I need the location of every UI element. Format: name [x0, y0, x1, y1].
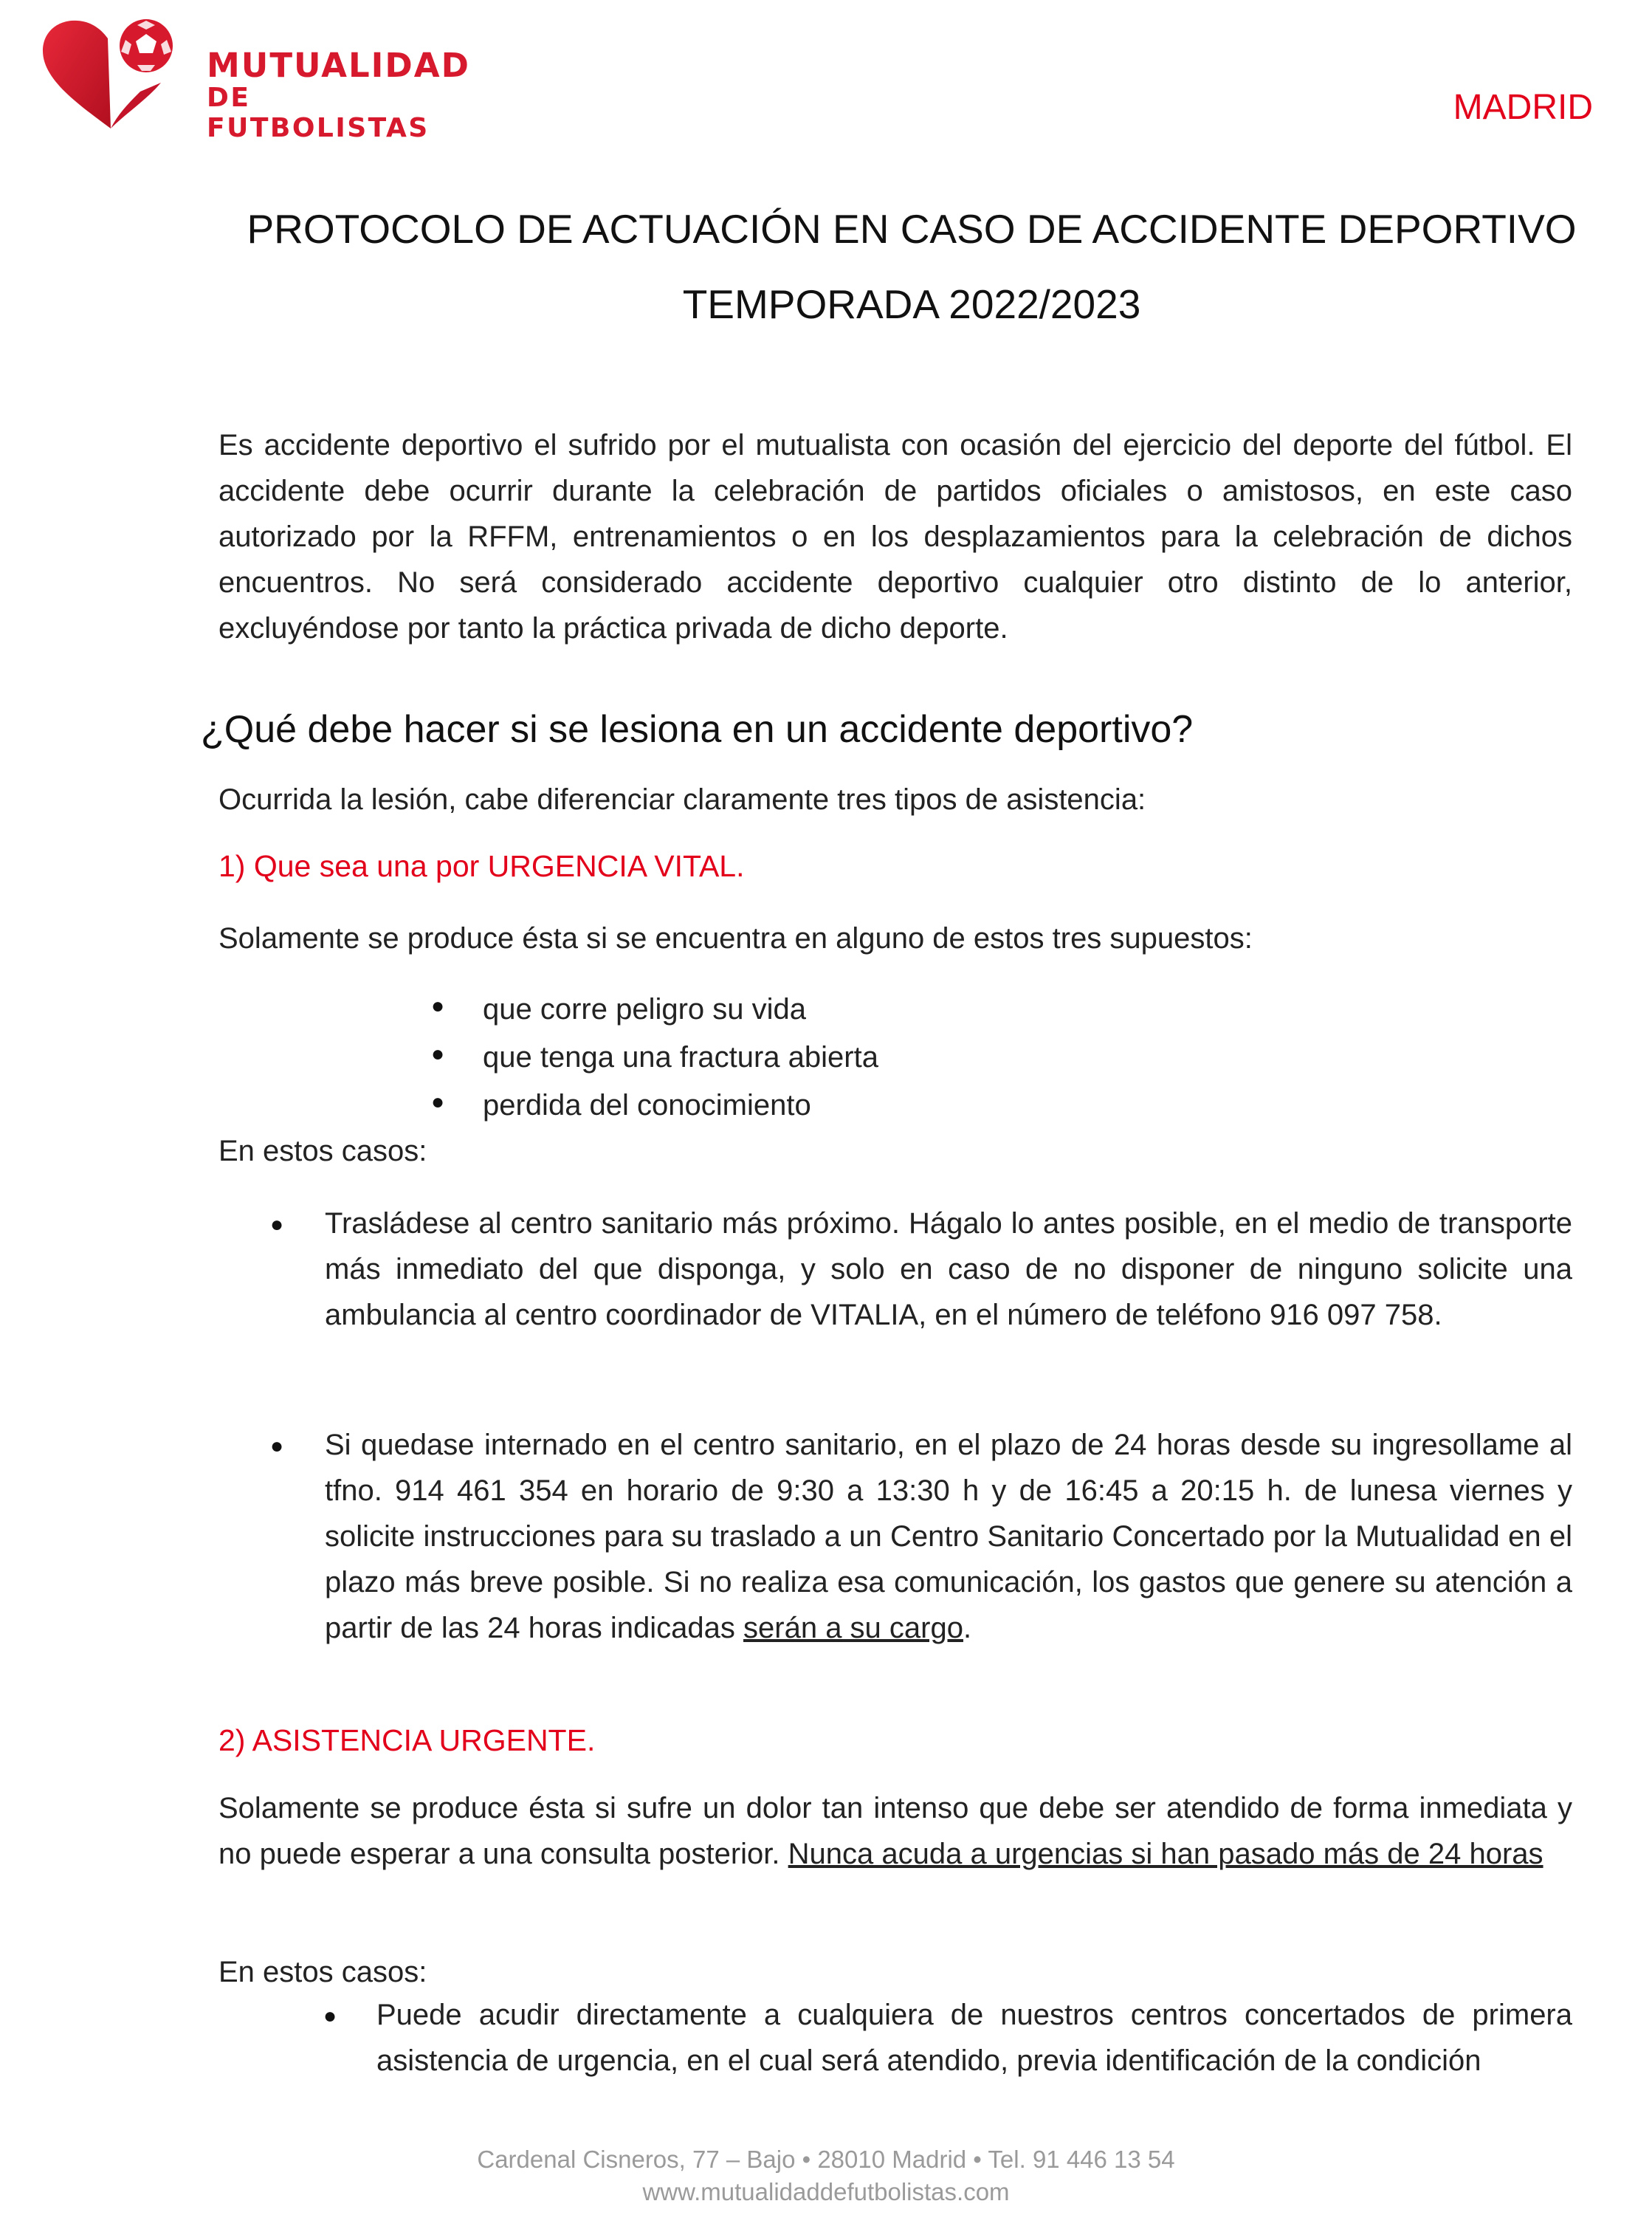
section2-heading: 2) ASISTENCIA URGENTE. — [218, 1723, 596, 1757]
section1-heading: 1) Que sea una por URGENCIA VITAL. — [218, 849, 745, 883]
bullet-icon: ● — [431, 1042, 445, 1066]
section1-item1: Trasládese al centro sanitario más próximo. Hágalo lo antes posible, en el medio de transporte más inmediato del que disponga, y solo en caso de no disponer de ninguno solicite una ambulancia al centro coordinador de VITALIA, en el número de teléfono 916 097 758. — [325, 1207, 1572, 1331]
section-question-heading: ¿Qué debe hacer si se lesiona en un accidente deportivo? — [201, 708, 1194, 751]
section1-item2 — [325, 1422, 1572, 1651]
logo-text-line1: MUTUALIDAD — [207, 46, 470, 85]
section2-text — [218, 1785, 1572, 1877]
section1-item2-underlined: serán a su cargo — [743, 1612, 963, 1644]
document-title-line2: TEMPORADA 2022/2023 — [682, 281, 1141, 327]
section2-item1: Puede acudir directamente a cualquiera de nuestros centros concertados de primera asistencia de urgencia, en el cual será atendido, previa identificación de la condición — [376, 1999, 1572, 2077]
region-label: MADRID — [1453, 88, 1593, 127]
section2-text-underlined: Nunca acuda a urgencias si han pasado más de 24 horas — [788, 1838, 1543, 1870]
section1-item2-text: Si quedase internado en el centro sanitario, en el plazo de 24 horas desde su ingresollame al tfno. 914 461 354 en horario de 9:30 a 13:30 h y de 16:45 a 20:15 h. de lunesa viernes y solicite instrucciones para su traslado a un Centro Sanitario Concertado por la Mutualidad en el plazo más breve posible. Si no realiza esa comunicación, los gastos que genere su atención a partir de las 24 horas indicadas — [325, 1429, 1572, 1644]
bullet-icon: ● — [431, 994, 445, 1018]
section1-item2-end: . — [963, 1612, 972, 1644]
logo-text-line2: DE FUTBOLISTAS — [207, 83, 430, 143]
case-item: que tenga una fractura abierta — [483, 1041, 878, 1074]
intro-paragraph: Es accidente deportivo el sufrido por el mutualista con ocasión del ejercicio del deporte del fútbol. El accidente debe ocurrir durante la celebración de partidos oficiales o amistosos, en este caso autorizado por la RFFM, entrenamientos o en los desplazamientos para la celebración de dichos encuentros. No será considerado accidente deportivo cualquier otro distinto de lo anterior, excluyéndose por tanto la práctica privada de dicho deporte. — [218, 429, 1572, 645]
bullet-icon: ● — [431, 1090, 445, 1114]
section2-in-cases: En estos casos: — [218, 1956, 427, 1988]
heart-ball-logo-icon — [37, 10, 185, 136]
lead-text: Ocurrida la lesión, cabe diferenciar claramente tres tipos de asistencia: — [218, 783, 1146, 816]
section1-in-cases: En estos casos: — [218, 1135, 427, 1167]
bullet-icon: ● — [270, 1212, 284, 1237]
footer-address: Cardenal Cisneros, 77 – Bajo • 28010 Madrid • Tel. 91 446 13 54 — [477, 2146, 1175, 2173]
section1-text: Solamente se produce ésta si se encuentra en alguno de estos tres supuestos: — [218, 922, 1253, 955]
brand-logo — [37, 10, 480, 143]
section2-text-plain: Solamente se produce ésta si sufre un dolor tan intenso que debe ser atendido de forma inmediata y no puede esperar a una consulta posterior. — [218, 1792, 1572, 1870]
case-item: que corre peligro su vida — [483, 993, 807, 1026]
case-item: perdida del conocimiento — [483, 1089, 811, 1122]
bullet-icon: ● — [270, 1434, 284, 1458]
bullet-icon: ● — [323, 2004, 337, 2028]
footer-website-link[interactable]: www.mutualidaddefutbolistas.com — [642, 2178, 1010, 2205]
document-title-line1: PROTOCOLO DE ACTUACIÓN EN CASO DE ACCIDENTE DEPORTIVO — [247, 206, 1577, 252]
